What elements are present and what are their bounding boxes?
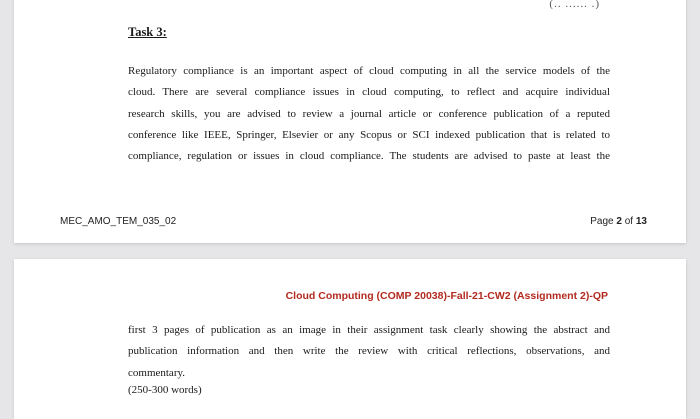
paragraph-line: publication information and then write the review with critical reflections, observations, and	[128, 345, 610, 358]
task-title: Task 3:	[128, 25, 167, 39]
document-page-2	[14, 0, 686, 243]
page-top-remnant: (.. ...... .)	[549, 0, 600, 10]
paragraph-line: research skills, you are advised to review a journal article or conference publication of a reputed	[128, 107, 610, 120]
paragraph-line: conference like IEEE, Springer, Elsevier or any Scopus or SCI indexed publication that is related to	[128, 128, 610, 141]
paragraph-line: Regulatory compliance is an important aspect of cloud computing in all the service models of the	[128, 65, 610, 77]
page-of-label: of	[621, 216, 636, 227]
footer-document-code: MEC_AMO_TEM_035_02	[60, 216, 177, 227]
current-page-number: 2	[616, 216, 622, 227]
page-header-title: Cloud Computing (COMP 20038)-Fall-21-CW2 (Assignment 2)-QP	[285, 290, 608, 302]
word-count-requirement: (250-300 words)	[128, 384, 202, 396]
page-label: Page	[590, 216, 617, 227]
footer-page-number	[590, 216, 647, 227]
document-page-3	[14, 259, 686, 419]
paragraph-line: cloud. There are several compliance issues in cloud computing, to reflect and acquire individual	[128, 86, 610, 99]
paragraph-line: compliance, regulation or issues in cloud compliance. The students are advised to paste at least the	[128, 150, 610, 163]
paragraph-line: first 3 pages of publication as an image in their assignment task clearly showing the abstract and	[128, 324, 610, 336]
task-description-paragraph	[128, 61, 610, 167]
paragraph-line: commentary.	[128, 366, 186, 379]
task-continuation-paragraph	[128, 320, 610, 384]
total-page-number: 13	[635, 216, 647, 227]
